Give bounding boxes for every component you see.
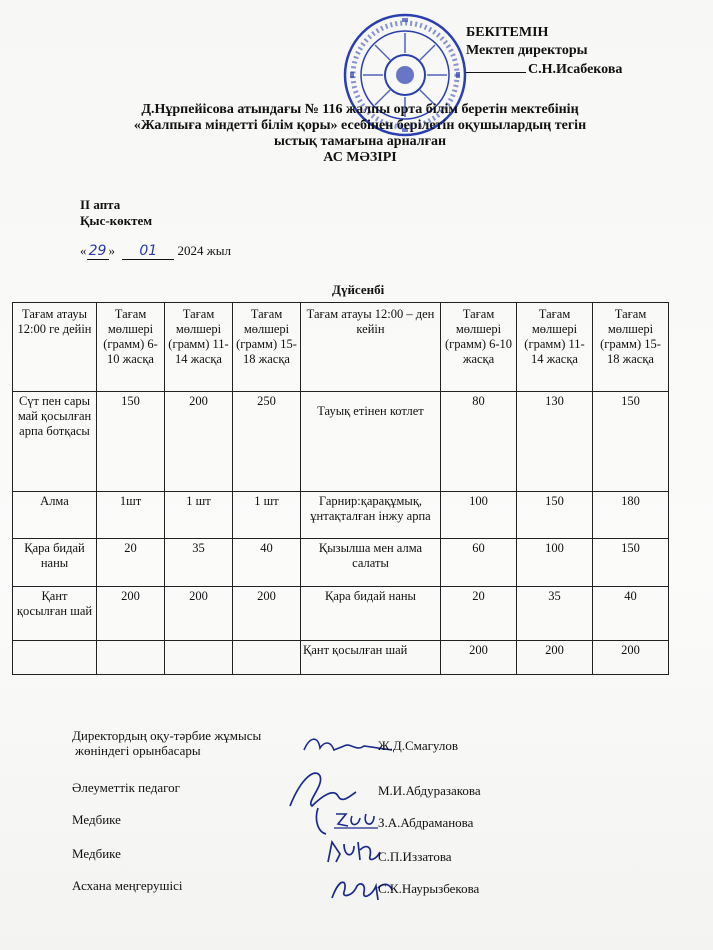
table-cell [13,641,97,675]
header-cell: Тағам мөлшері (грамм) 11-14 жасқа [517,303,593,392]
signature-role: Әлеуметтік педагог [72,780,180,795]
table-cell: 150 [593,539,669,587]
approval-name: С.Н.Исабекова [528,62,623,77]
table-cell: 200 [593,641,669,675]
table-cell: 200 [517,641,593,675]
table-cell: Қара бидай наны [301,587,441,641]
table-cell: 35 [517,587,593,641]
table-cell: 20 [97,539,165,587]
table-cell: 200 [165,392,233,492]
table-cell: 80 [441,392,517,492]
table-row [13,392,669,492]
heading-line-3: ыстық тамағына арналған [273,134,447,149]
table-cell: Сүт пен сары май қосылған арпа ботқасы [13,392,97,492]
table-row [13,492,669,539]
signature-role: Медбике [72,812,121,827]
table-cell: 1 шт [233,492,301,539]
signature-name: С.П.Иззатова [378,849,452,864]
header-cell: Тағам мөлшері (грамм) 6-10 жасқа [97,303,165,392]
table-cell: 60 [441,539,517,587]
table-cell: 1 шт [165,492,233,539]
week-number: II апта [80,197,121,212]
table-cell: 180 [593,492,669,539]
header-cell: Тағам атауы 12:00 – ден кейін [301,303,441,392]
date-day: 29 [88,243,107,259]
header-cell: Тағам мөлшері (грамм) 11-14 жасқа [165,303,233,392]
table-cell: 40 [593,587,669,641]
table-cell: 100 [517,539,593,587]
table-cell: 100 [441,492,517,539]
table-cell: 200 [97,587,165,641]
signature-name: М.И.Абдуразакова [378,783,481,798]
heading-line-4: АС МӘЗІРІ [323,150,397,165]
table-cell: Қара бидай наны [13,539,97,587]
header-cell: Тағам мөлшері (грамм) 15-18 жасқа [593,303,669,392]
signature-name: З.А.Абдраманова [378,815,474,830]
header-cell: Тағам мөлшері (грамм) 15-18 жасқа [233,303,301,392]
signature-role: Медбике [72,846,121,861]
signature-role: Директордың оқу-тәрбие жұмысы жөніндегі орынбасары [72,728,262,758]
table-cell: 150 [97,392,165,492]
document-heading [60,102,660,166]
signature-name: Ж.Д.Смагулов [378,738,458,753]
handwritten-signature [324,836,384,868]
table-cell: 130 [517,392,593,492]
handwritten-signature [312,804,382,838]
table-cell: Қант қосылған шай [13,587,97,641]
table-cell: 40 [233,539,301,587]
table-cell: 150 [517,492,593,539]
table-cell [165,641,233,675]
table-cell: Тауық етінен котлет [301,392,441,492]
approval-title: БЕКІТЕМІН [466,25,549,40]
table-cell: Қызылша мен алма салаты [301,539,441,587]
date-month: 01 [139,243,158,259]
menu-date: « 29 » 01 2024 жыл [80,243,231,259]
table-cell: Алма [13,492,97,539]
header-cell: Тағам атауы 12:00 ге дейін [13,303,97,392]
approval-position: Мектеп директоры [466,43,588,58]
table-cell: 200 [441,641,517,675]
signature-role: Асхана меңгерушісі [72,878,183,893]
heading-line-2: «Жалпыға міндетті білім қоры» есебінен берілетін оқушылардың тегін [133,118,587,133]
table-cell: 200 [165,587,233,641]
table-cell: 35 [165,539,233,587]
table-cell [233,641,301,675]
table-cell [97,641,165,675]
approval-block [466,24,696,79]
table-cell: 1шт [97,492,165,539]
date-year: 2024 жыл [177,243,231,258]
table-cell: Қант қосылған шай [301,641,441,675]
weekday-title: Дүйсенбі [332,282,385,297]
season: Қыс-көктем [80,213,153,228]
table-cell: Гарнир:қарақұмық, ұнтақталған інжу арпа [301,492,441,539]
header-cell: Тағам мөлшері (грамм) 6-10 жасқа [441,303,517,392]
week-block [80,197,152,229]
table-header-row [13,303,669,392]
table-cell: 250 [233,392,301,492]
signature-name: С.К.Наурызбекова [378,881,480,896]
table-cell: 150 [593,392,669,492]
heading-line-1: Д.Нұрпейісова атындағы № 116 жалпы орта білім беретін мектебінің [141,102,579,117]
table-row [13,539,669,587]
approval-signature-line [466,60,526,73]
menu-table [12,302,669,675]
table-cell: 200 [233,587,301,641]
table-cell: 20 [441,587,517,641]
table-row [13,641,669,675]
table-row [13,587,669,641]
